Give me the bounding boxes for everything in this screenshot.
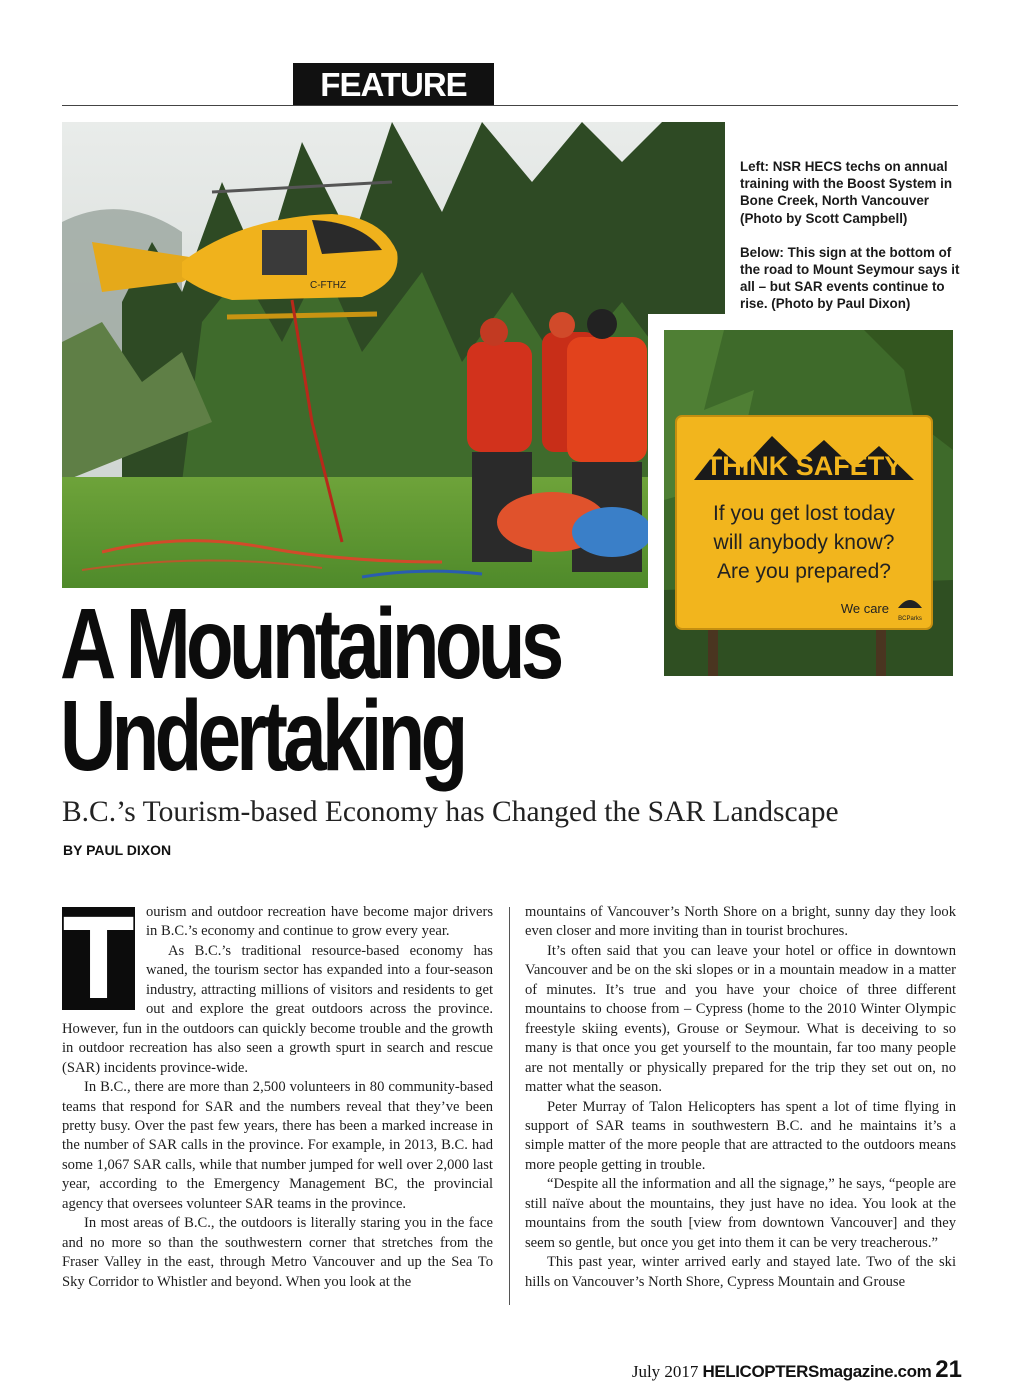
headline-line-1: A Mountainous	[60, 588, 560, 700]
paragraph: It’s often said that you can leave your hotel or office in downtown Vancouver and be on the ski slopes or in a mountain meadow in a matter of minutes. It’s true and you have your choice of three different mountains to choose from – Cypress (home to the 2010 Winter Olympic freestyle skiing events), Grouse or Seymour. What is deceiving to so many is that once you get yourself to the mountain, far too many people are not mentally or physically prepared for the trip they set out on, no matter what the season.	[525, 942, 956, 1096]
paragraph: Peter Murray of Talon Helicopters has spent a lot of time flying in support of SAR teams in southwestern B.C. and he maintains it’s a simple matter of the more people that are attracted to the outdoors means more people getting in trouble.	[525, 1098, 956, 1173]
page-number: 21	[935, 1356, 962, 1383]
think-safety-sign-photo	[648, 314, 958, 676]
article-column-right	[525, 903, 956, 1292]
sar-techs-icon	[467, 309, 652, 572]
paragraph: “Despite all the information and all the signage,” he says, “people are still naïve about the mountains, they just have no idea. You look at the mountains from the south [view from downtown Vancouver] and they seem so gentle, but once you get into them it can be very treacherous.”	[525, 1176, 956, 1251]
helicopter-training-photo	[62, 122, 725, 588]
article-headline	[60, 588, 560, 792]
sign-tagline: We care	[840, 601, 889, 616]
think-safety-sign-illustration	[664, 330, 953, 676]
sign-heading: THINK SAFETY	[705, 451, 903, 481]
paragraph: In B.C., there are more than 2,500 volunteers in 80 community-based teams that respond for SAR and the numbers reveal that they’ve been pretty busy. Over the past few years, there has been a marked increase in the number of SAR calls in the province. For example, in 2013, B.C. had some 1,067 SAR calls, while that number jumped for well over 2,000 last year, according to the Emergency Management BC, the provincial agency that oversees volunteer SAR teams in the province.	[62, 1079, 493, 1212]
paragraph: mountains of Vancouver’s North Shore on a bright, sunny day they look even closer and more inviting than in tourist brochures.	[525, 904, 956, 940]
header-rule	[62, 105, 958, 106]
page-footer	[632, 1356, 962, 1384]
caption-left-photo: Left: NSR HECS techs on annual training with the Boost System in Bone Creek, North Vancouver (Photo by Scott Campbell)	[740, 159, 953, 226]
article-column-left	[62, 892, 493, 1292]
headline-line-2: Undertaking	[60, 680, 464, 792]
sign-line-3: Are you prepared?	[717, 560, 891, 583]
paragraph: As B.C.’s traditional resource-based economy has waned, the tourism sector has expanded into a four-season industry, attracting millions of visitors and residents to get out and explore the great outdoors across the province. However, fun in the outdoors can quickly become trouble and the growth in outdoor recreation has also seen a growth spurt in search and rescue (SAR) incidents province-wide.	[62, 942, 493, 1076]
caption-below-photo: Below: This sign at the bottom of the road to Mount Seymour says it all – but SAR events continue to rise. (Photo by Paul Dixon)	[740, 244, 960, 312]
section-banner: FEATURE	[293, 63, 494, 106]
column-divider	[509, 907, 510, 1305]
article-subhead: B.C.’s Tourism-based Economy has Changed the SAR Landscape	[62, 796, 839, 828]
helicopter-training-illustration	[62, 122, 725, 588]
drop-cap: T	[62, 892, 135, 1024]
sign-line-2: will anybody know?	[713, 531, 895, 554]
sign-line-1: If you get lost today	[712, 502, 896, 525]
issue-date: July 2017	[631, 1362, 699, 1381]
magazine-site: HELICOPTERSmagazine.com	[702, 1362, 932, 1381]
bc-parks-logo-text: BCParks	[898, 616, 922, 622]
paragraph: In most areas of B.C., the outdoors is literally staring you in the face and no more so than the southwestern corner that stretches from the Fraser Valley in the east, through Metro Vancouver and up the Sea To Sky Corridor to Whistler and beyond. When you look at the	[62, 1215, 493, 1290]
paragraph: ourism and outdoor recreation have become major drivers in B.C.’s economy and continue to grow every year.	[146, 904, 493, 940]
article-byline: BY PAUL DIXON	[63, 842, 172, 858]
paragraph: This past year, winter arrived early and stayed late. Two of the ski hills on Vancouver’s North Shore, Cypress Mountain and Grouse	[525, 1254, 956, 1290]
helicopter-registration: C-FTHZ	[310, 280, 347, 291]
photo-caption	[740, 158, 960, 330]
